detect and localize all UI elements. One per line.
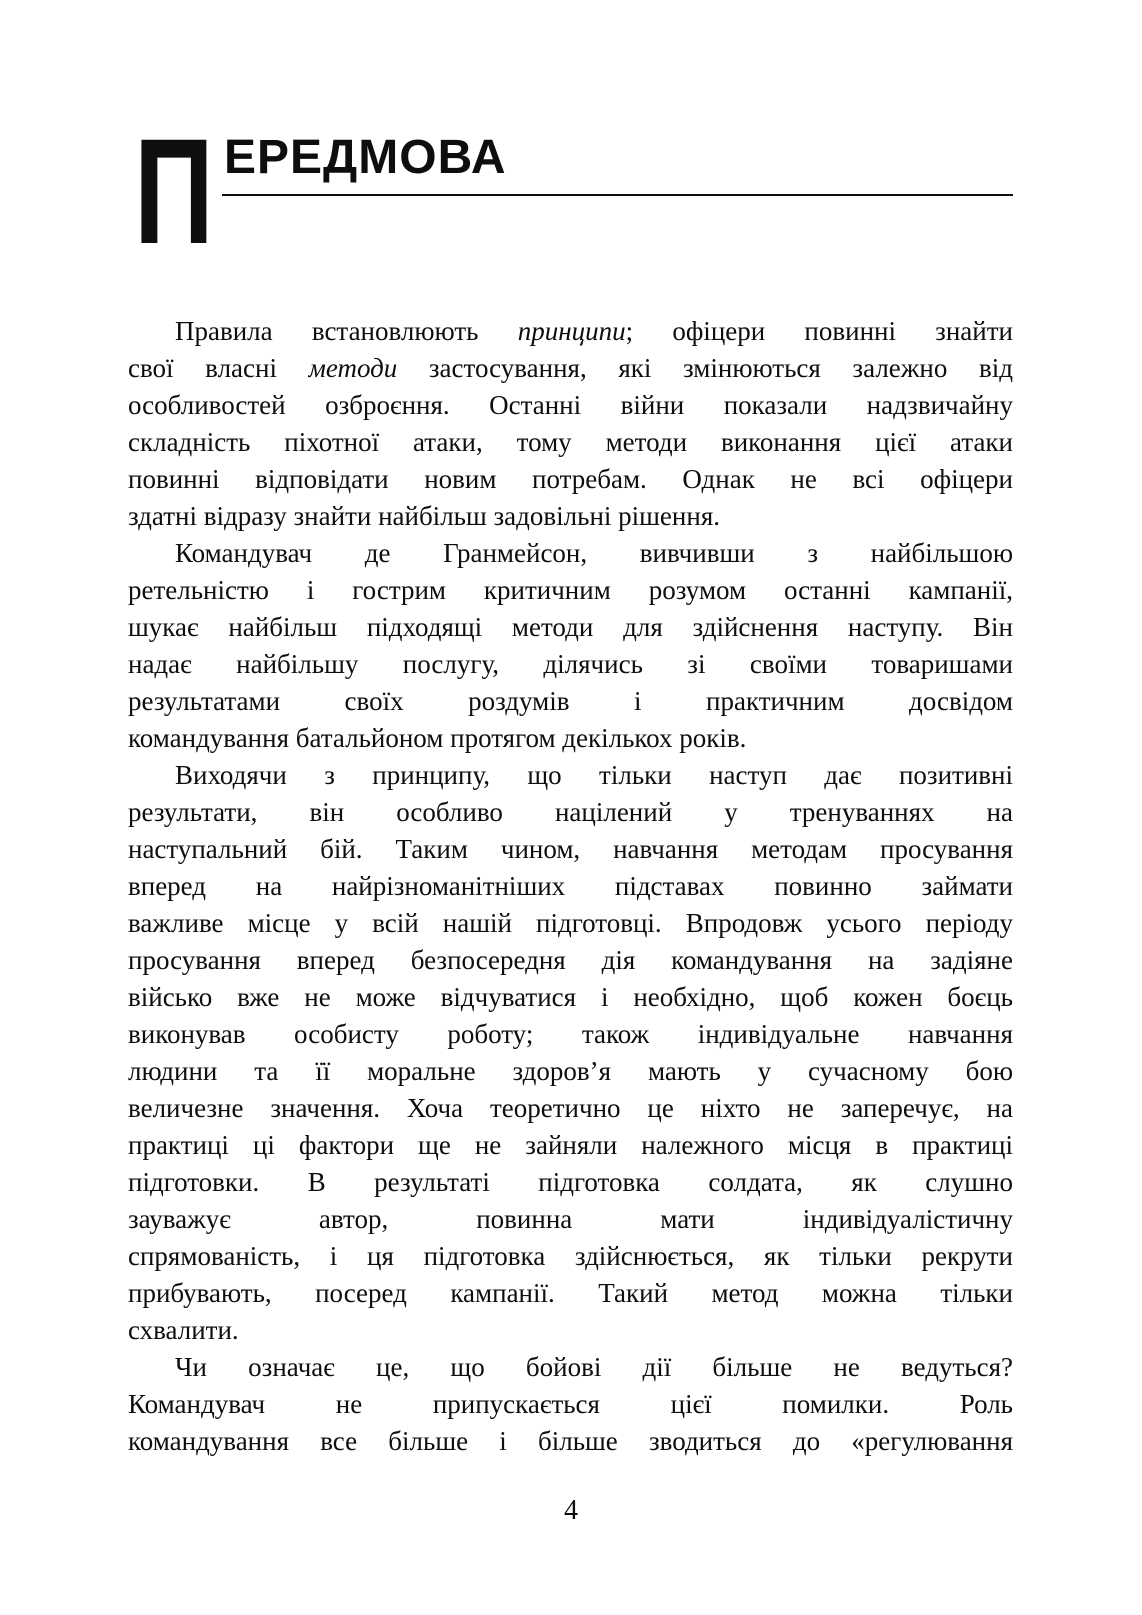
text-line: [128, 572, 1013, 609]
body-text: [128, 313, 1013, 1460]
text-segment: схвалити.: [128, 1315, 239, 1345]
paragraph: [128, 535, 1013, 757]
text-line: [128, 1312, 1013, 1349]
text-segment: результати, він особливо націлений у тренуваннях на: [128, 797, 1013, 827]
text-line: [128, 535, 1013, 572]
text-line: [128, 350, 1013, 387]
paragraph: [128, 1349, 1013, 1460]
text-line: [128, 1238, 1013, 1275]
paragraph: [128, 757, 1013, 1349]
text-line: [128, 387, 1013, 424]
text-segment: військо вже не може відчуватися і необхідно, щоб кожен боєць: [128, 982, 1013, 1012]
text-line: [128, 461, 1013, 498]
text-line: [128, 720, 1013, 757]
page-number: 4: [564, 1495, 578, 1526]
text-segment: застосування, які змінюються залежно від: [397, 353, 1013, 383]
chapter-title: ЕРЕДМОВА: [224, 131, 507, 184]
italic-text-segment: принципи: [517, 316, 626, 346]
text-segment: командування все більше і більше зводиться до «регулювання: [128, 1426, 1013, 1456]
text-line: [128, 1386, 1013, 1423]
text-line: [128, 646, 1013, 683]
text-line: [128, 1349, 1013, 1386]
heading-rule: [222, 194, 1013, 196]
text-line: [128, 1423, 1013, 1460]
text-line: [128, 1053, 1013, 1090]
text-segment: виконував особисту роботу; також індивідуальне навчання: [128, 1019, 1013, 1049]
text-segment: Чи означає це, що бойові дії більше не ведуться?: [175, 1352, 1013, 1382]
text-line: [128, 1164, 1013, 1201]
text-segment: людини та її моральне здоров’я мають у сучасному бою: [128, 1056, 1013, 1086]
text-segment: Виходячи з принципу, що тільки наступ дає позитивні: [175, 760, 1013, 790]
text-line: [128, 1275, 1013, 1312]
text-segment: складність піхотної атаки, тому методи виконання цієї атаки: [128, 427, 1013, 457]
text-segment: Командувач де Гранмейсон, вивчивши з найбільшою: [175, 538, 1013, 568]
text-segment: ретельністю і гострим критичним розумом останні кампанії,: [128, 575, 1013, 605]
text-line: [128, 424, 1013, 461]
text-segment: вперед на найрізноманітніших підставах повинно займати: [128, 871, 1013, 901]
text-line: [128, 1127, 1013, 1164]
text-line: [128, 905, 1013, 942]
text-segment: зауважує автор, повинна мати індивідуалістичну: [128, 1204, 1013, 1234]
text-segment: результатами своїх роздумів і практичним досвідом: [128, 686, 1013, 716]
text-line: [128, 831, 1013, 868]
text-line: [128, 1201, 1013, 1238]
text-line: [128, 979, 1013, 1016]
text-line: [128, 1016, 1013, 1053]
paragraph: [128, 313, 1013, 535]
text-segment: наступальний бій. Таким чином, навчання методам просування: [128, 834, 1013, 864]
italic-text-segment: методи: [308, 353, 398, 383]
text-line: [128, 313, 1013, 350]
text-segment: важливе місце у всій нашій підготовці. Впродовж усього періоду: [128, 908, 1013, 938]
text-segment: величезне значення. Хоча теоретично це ніхто не заперечує, на: [128, 1093, 1013, 1123]
text-segment: шукає найбільш підходящі методи для здійснення наступу. Він: [128, 612, 1013, 642]
text-segment: прибувають, посеред кампанії. Такий метод можна тільки: [128, 1278, 1013, 1308]
text-line: [128, 498, 1013, 535]
text-line: [128, 1090, 1013, 1127]
text-segment: Командувач не припускається цієї помилки. Роль: [128, 1389, 1013, 1419]
text-segment: ; офіцери повинні знайти: [625, 316, 1013, 346]
text-segment: свої власні: [128, 353, 309, 383]
text-segment: просування вперед безпосередня дія командування на задіяне: [128, 945, 1013, 975]
text-segment: надає найбільшу послугу, ділячись зі своїми товаришами: [128, 649, 1013, 679]
text-segment: практиці ці фактори ще не зайняли належного місця в практиці: [128, 1130, 1013, 1160]
text-segment: Правила встановлюють: [175, 316, 518, 346]
text-line: [128, 683, 1013, 720]
text-segment: здатні відразу знайти найбільш задовільні рішення.: [128, 501, 720, 531]
text-line: [128, 609, 1013, 646]
text-segment: особливостей озброєння. Останні війни показали надзвичайну: [128, 390, 1013, 420]
text-segment: підготовки. В результаті підготовка солдата, як слушно: [128, 1167, 1013, 1197]
text-segment: повинні відповідати новим потребам. Однак не всі офіцери: [128, 464, 1013, 494]
text-line: [128, 942, 1013, 979]
text-line: [128, 757, 1013, 794]
text-segment: спрямованість, і ця підготовка здійснюється, як тільки рекрути: [128, 1241, 1013, 1271]
text-segment: командування батальйоном протягом декількох років.: [128, 723, 747, 753]
text-line: [128, 868, 1013, 905]
text-line: [128, 794, 1013, 831]
drop-cap-letter: П: [134, 107, 214, 275]
